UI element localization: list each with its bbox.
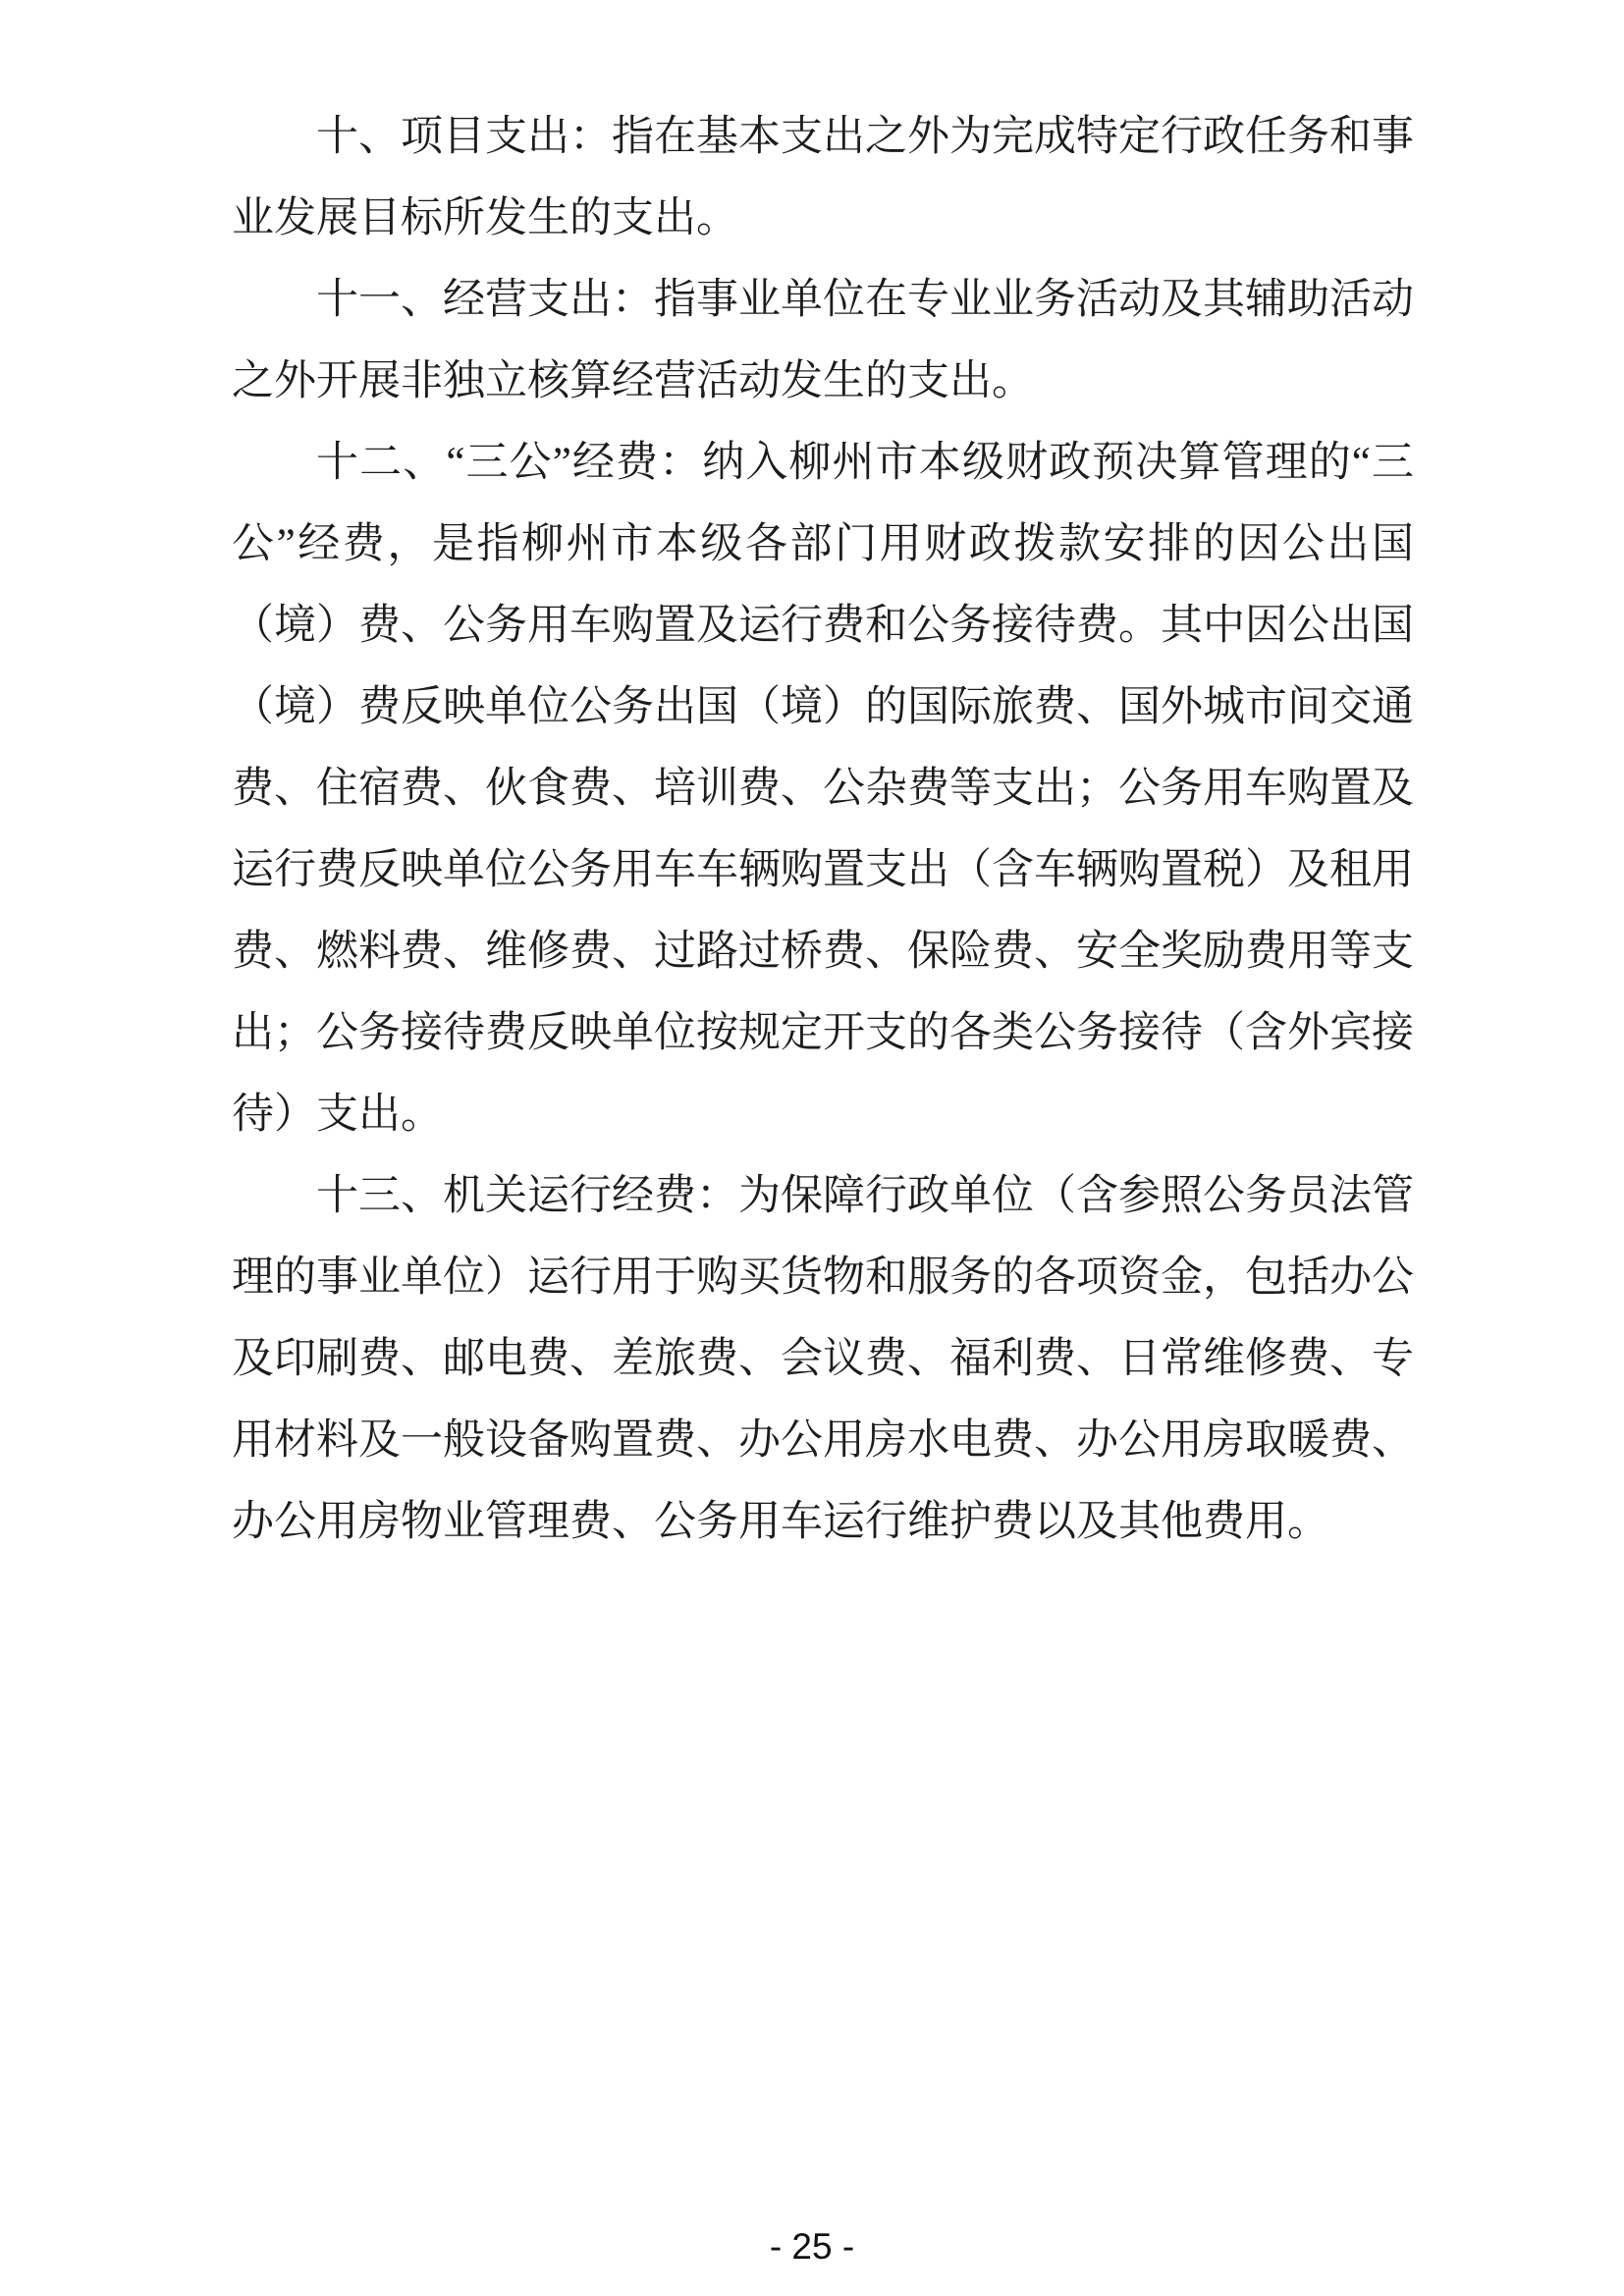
paragraph-item-12-three-public-funds: 十二、“三公”经费：纳入柳州市本级财政预决算管理的“三公”经费，是指柳州市本级各部门用财政拨款安排的因公出国（境）费、公务用车购置及运行费和公务接待费。其中因公出国（境）费反映单位公务出国（境）的国际旅费、国外城市间交通费、住宿费、伙食费、培训费、公杂费等支出；公务用车购置及运行费反映单位公务用车车辆购置支出（含车辆购置税）及租用费、燃料费、维修费、过路过桥费、保险费、安全奖励费用等支出；公务接待费反映单位按规定开支的各类公务接待（含外宾接待）支出。 (232, 440, 1414, 1138)
paragraph-item-11-operating-expenditure: 十一、经营支出：指事业单位在专业业务活动及其辅助活动之外开展非独立核算经营活动发生的支出。 (232, 277, 1414, 404)
page-number: - 25 - (769, 2226, 855, 2267)
paragraph-item-13-agency-operating-funds: 十三、机关运行经费：为保障行政单位（含参照公务员法管理的事业单位）运行用于购买货物和服务的各项资金，包括办公及印刷费、邮电费、差旅费、会议费、福利费、日常维修费、专用材料及一般设备购置费、办公用房水电费、办公用房取暖费、办公用房物业管理费、公务用车运行维护费以及其他费用。 (232, 1173, 1414, 1545)
document-body (232, 96, 1414, 1563)
paragraph-item-10-project-expenditure: 十、项目支出：指在基本支出之外为完成特定行政任务和事业发展目标所发生的支出。 (232, 114, 1414, 241)
